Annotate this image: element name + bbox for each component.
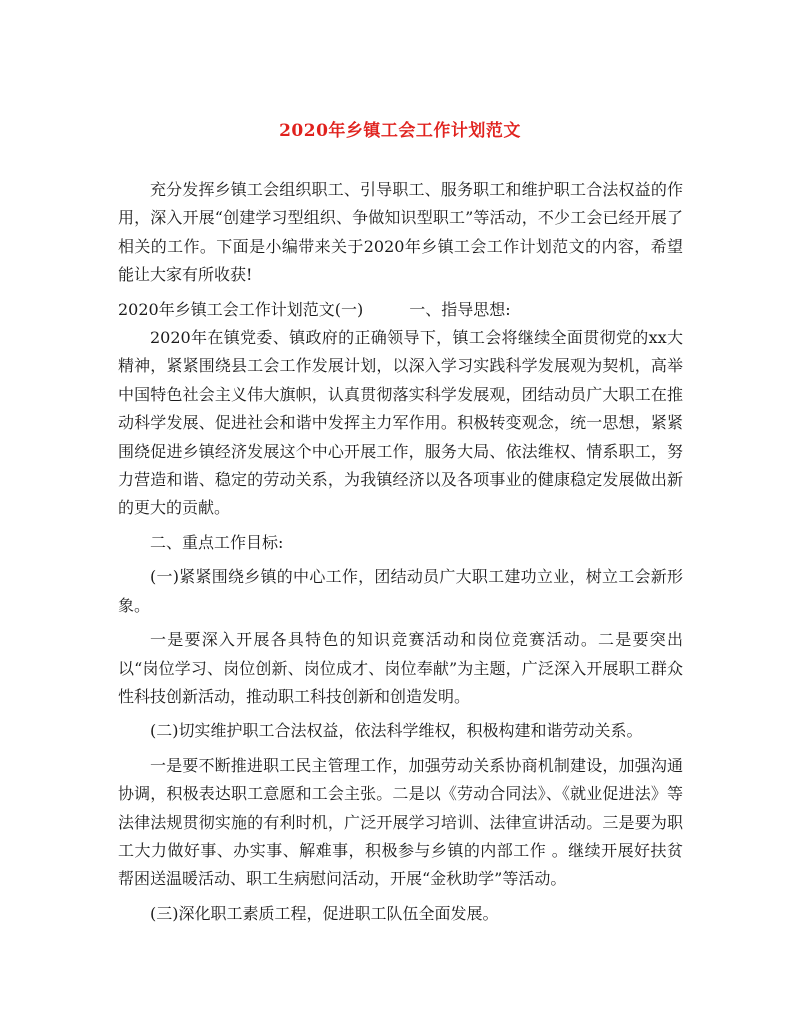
section-title: 2020年乡镇工会工作计划范文(一) — [118, 299, 364, 319]
section-heading-row — [118, 296, 683, 324]
heading-key-goals: 二、重点工作目标: — [150, 532, 284, 552]
paragraph-guiding-ideology: 2020年在镇党委、镇政府的正确领导下，镇工会将继续全面贯彻党的xx大精神，紧紧围绕县工会工作发展计划，以深入学习实践科学发展观为契机，高举中国特色社会主义伟大旗帜，认真贯彻落实科学发展观，团结动员广大职工在推动科学发展、促进社会和谐中发挥主力军作用。积极转变观念，统一思想，紧紧围绕促进乡镇经济发展这个中心开展工作，服务大局、依法维权、情系职工，努力营造和谐、稳定的劳动关系，为我镇经济以及各项事业的健康稳定发展做出新的更大的贡献。 — [118, 328, 683, 518]
heading-guiding-ideology: 一、指导思想: — [409, 299, 511, 319]
document-body — [118, 176, 683, 934]
document-title: 2020年乡镇工会工作计划范文 — [279, 121, 521, 141]
paragraph-goal-1: 一是要深入开展各具特色的知识竞赛活动和岗位竞赛活动。二是要突出以“岗位学习、岗位创新、岗位成才、岗位奉献”为主题，广泛深入开展职工群众性科技创新活动，推动职工科技创新和创造发明。 — [118, 630, 683, 706]
paragraph-goal-2: 一是要不断推进职工民主管理工作，加强劳动关系协商机制建设，加强沟通协调，积极表达职工意愿和工会主张。二是以《劳动合同法》、《就业促进法》等法律法规贯彻实施的有利时机，广泛开展学习培训、法律宣讲活动。三是要为职工大力做好事、办实事、解难事，积极参与乡镇的内部工作 。继续开展好扶贫帮困送温暖活动、职工生病慰问活动，开展“金秋助学”等活动。 — [118, 755, 683, 889]
subheading-3: (三)深化职工素质工程，促进职工队伍全面发展。 — [150, 903, 499, 923]
subheading-1: (一)紧紧围绕乡镇的中心工作，团结动员广大职工建功立业，树立工会新形象。 — [118, 567, 683, 615]
intro-paragraph: 充分发挥乡镇工会组织职工、引导职工、服务职工和维护职工合法权益的作用，深入开展“创建学习型组织、争做知识型职工”等活动，不少工会已经开展了相关的工作。下面是小编带来关于2020年乡镇工会工作计划范文的内容，希望能让大家有所收获! — [118, 180, 683, 285]
subheading-2: (二)切实维护职工合法权益，依法科学维权，积极构建和谐劳动关系。 — [150, 721, 643, 741]
